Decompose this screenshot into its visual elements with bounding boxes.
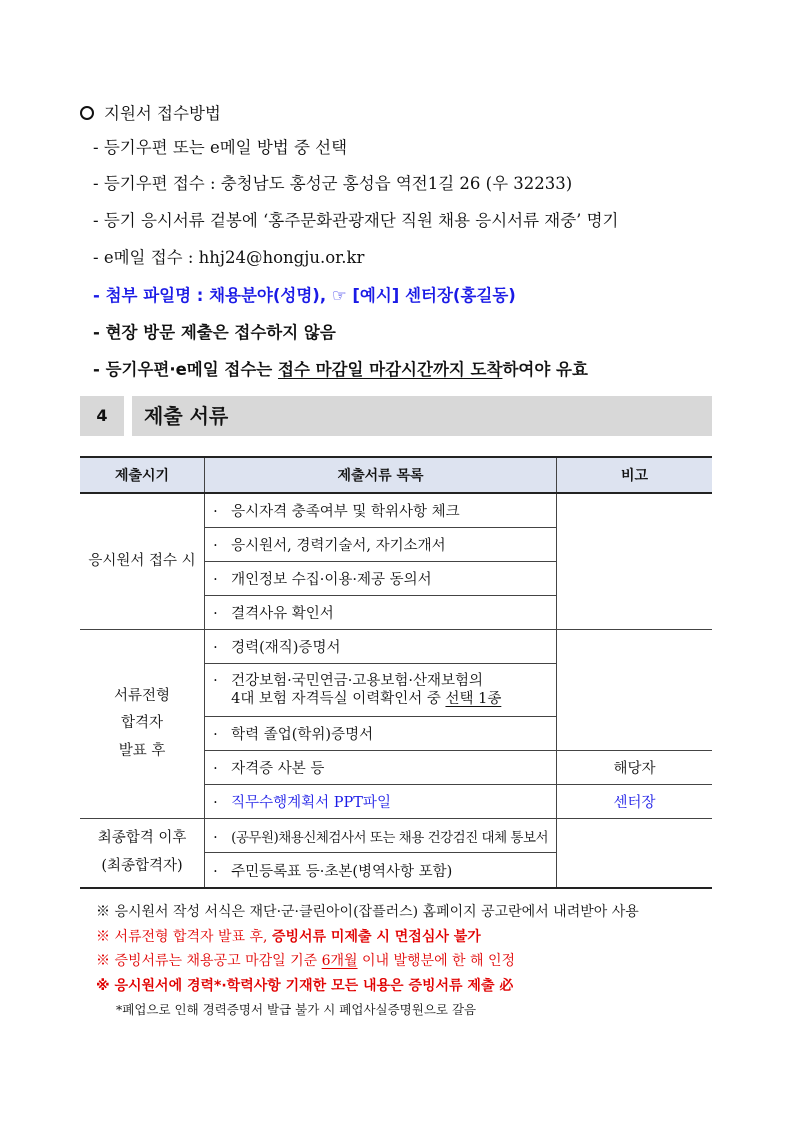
- note-evidence-required: ※ 서류전형 합격자 발표 후, 증빙서류 미제출 시 면접심사 불가: [96, 928, 481, 945]
- doc-item: · 자격증 사본 등: [205, 751, 557, 785]
- stage-document-screening: 서류전형 합격자 발표 후: [80, 630, 205, 819]
- note-license: 해당자: [557, 751, 712, 785]
- doc-item-insurance: · 건강보험·국민연금·고용보험·산재보험의 4대 보험 자격득실 이력확인서 중 선택 1종: [205, 664, 557, 717]
- table-row: [80, 493, 712, 528]
- note-all-evidence: ※ 응시원서에 경력*·학력사항 기재한 모든 내용은 증빙서류 제출 必: [96, 977, 514, 994]
- note-closed-business: *폐업으로 인해 경력증명서 발급 불가 시 폐업사실증명원으로 갈음: [116, 1002, 477, 1017]
- header-note: 비고: [557, 457, 712, 493]
- note-cell: [557, 630, 712, 751]
- doc-item: · 학력 졸업(학위)증명서: [205, 717, 557, 751]
- method-line-deadline: - 등기우편·e메일 접수는 접수 마감일 마감시간까지 도착하여야 유효: [93, 360, 588, 379]
- doc-item: · 응시원서, 경력기술서, 자기소개서: [205, 528, 557, 562]
- doc-item: · (공무원)채용신체검사서 또는 채용 건강검진 대체 통보서: [205, 819, 557, 853]
- section-header: [80, 396, 712, 436]
- method-line-2: - 등기우편 접수 : 충청남도 홍성군 홍성읍 역전1길 26 (우 32233): [93, 174, 573, 193]
- doc-item: · 결격사유 확인서: [205, 596, 557, 630]
- table-row: [80, 819, 712, 853]
- note-cell: [557, 819, 712, 889]
- documents-table: [80, 456, 712, 889]
- header-documents: 제출서류 목록: [205, 457, 557, 493]
- stage-final: 최종합격 이후 (최종합격자): [80, 819, 205, 889]
- doc-item: · 경력(재직)증명서: [205, 630, 557, 664]
- method-line-no-visit: - 현장 방문 제출은 접수하지 않음: [93, 323, 336, 342]
- doc-item: · 개인정보 수집·이용·제공 동의서: [205, 562, 557, 596]
- table-row: [80, 630, 712, 664]
- header-stage: 제출시기: [80, 457, 205, 493]
- stage-application: 응시원서 접수 시: [80, 493, 205, 630]
- note-six-months: ※ 증빙서류는 채용공고 마감일 기준 6개월 이내 발행분에 한 해 인정: [96, 953, 516, 969]
- doc-item: · 응시자격 충족여부 및 학위사항 체크: [205, 493, 557, 528]
- method-line-email: - e메일 접수 : hhj24@hongju.or.kr: [93, 248, 365, 267]
- table-header-row: [80, 457, 712, 493]
- method-line-filename: - 첨부 파일명 : 채용분야(성명), ☞ [예시] 센터장(홍길동): [93, 286, 516, 305]
- method-heading: 지원서 접수방법: [80, 100, 221, 124]
- doc-item: · 주민등록표 등·초본(병역사항 포함): [205, 853, 557, 889]
- note-ppt: 센터장: [557, 785, 712, 819]
- note-cell: [557, 493, 712, 630]
- circle-bullet-icon: [80, 106, 94, 120]
- notes-block: [96, 900, 639, 1023]
- method-line-3: - 등기 응시서류 겉봉에 ‘홍주문화관광재단 직원 채용 응시서류 재중’ 명기: [93, 211, 619, 230]
- note-form-download: ※ 응시원서 작성 서식은 재단·군·클린아이(잡플러스) 홈페이지 공고란에서 내려받아 사용: [96, 904, 639, 920]
- method-line-1: - 등기우편 또는 e메일 방법 중 선택: [93, 138, 348, 157]
- section-number: 4: [96, 406, 108, 425]
- doc-item-ppt: · 직무수행계획서 PPT파일: [205, 785, 557, 819]
- section-title: 제출 서류: [144, 404, 229, 428]
